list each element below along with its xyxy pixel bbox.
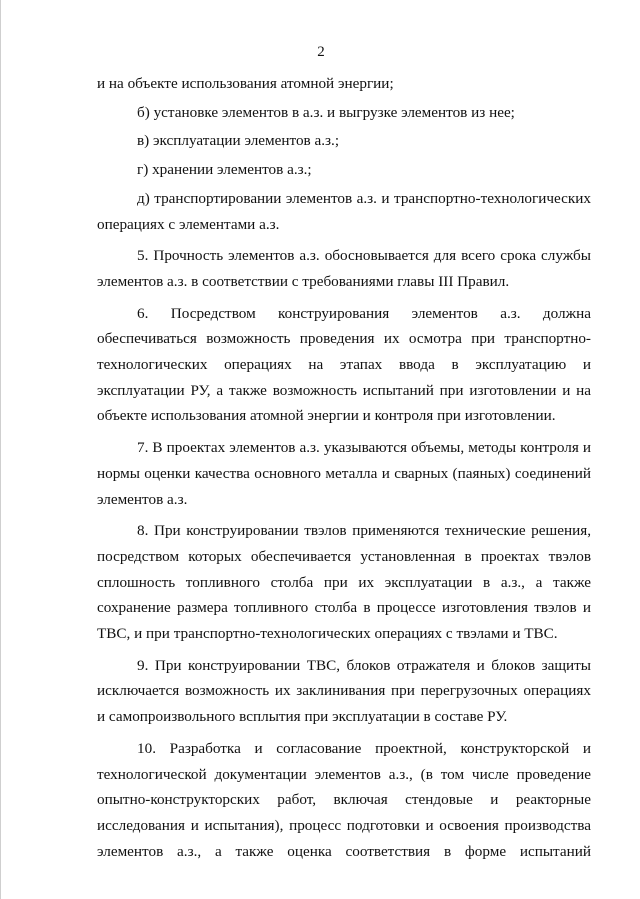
clause-6: 6. Посредством конструирования элементов а.з. должна обеспечиваться возможность проведения их осмотра при транспортно-технологических операциях на этапах ввода в эксплуатацию и эксплуатации РУ, а также возможность испытаний при изготовлении и на объекте использования атомной энергии и контроля при изготовлении. <box>97 304 591 425</box>
clause-9: 9. При конструировании ТВС, блоков отражателя и блоков защиты исключается возможность их заклинивания при перегрузочных операциях и самопроизвольного всплытия при эксплуатации в составе РУ. <box>97 656 591 726</box>
clause-7: 7. В проектах элементов а.з. указываются объемы, методы контроля и нормы оценки качества основного металла и сварных (паяных) соединений элементов а.з. <box>97 439 591 508</box>
list-item-v: в) эксплуатации элементов а.з.; <box>137 132 340 150</box>
list-item-b: б) установке элементов в а.з. и выгрузке элементов из нее; <box>137 103 515 121</box>
list-item-d: д) транспортировании элементов а.з. и транспортно-технологических операциях с элементами а.з. <box>97 189 591 233</box>
document-body <box>97 71 591 864</box>
clause-5: 5. Прочность элементов а.з. обосновывается для всего срока службы элементов а.з. в соответствии с требованиями главы III Правил. <box>97 247 591 290</box>
paragraph-continuation: и на объекте использования атомной энергии; <box>97 75 394 92</box>
clause-8: 8. При конструировании твэлов применяются технические решения, посредством которых обеспечивается установленная в проектах твэлов сплошность топливного столба при их эксплуатации в а.з., а также сохранение размера топливного столба в процессе изготовления твэлов и ТВС, и при транспортно-технологических операциях с твэлами и ТВС. <box>97 522 591 643</box>
list-item-g: г) хранении элементов а.з.; <box>137 161 312 179</box>
clause-10: 10. Разработка и согласование проектной, конструкторской и технологической документации элементов а.з., (в том числе проведение опытно-конструкторских работ, включая стендовые и реакторные исследования и испытания), процесс подготовки и освоения производства элементов а.з., а также оценка соответствия в форме испытаний <box>97 739 591 860</box>
page-number: 2 <box>317 44 325 60</box>
